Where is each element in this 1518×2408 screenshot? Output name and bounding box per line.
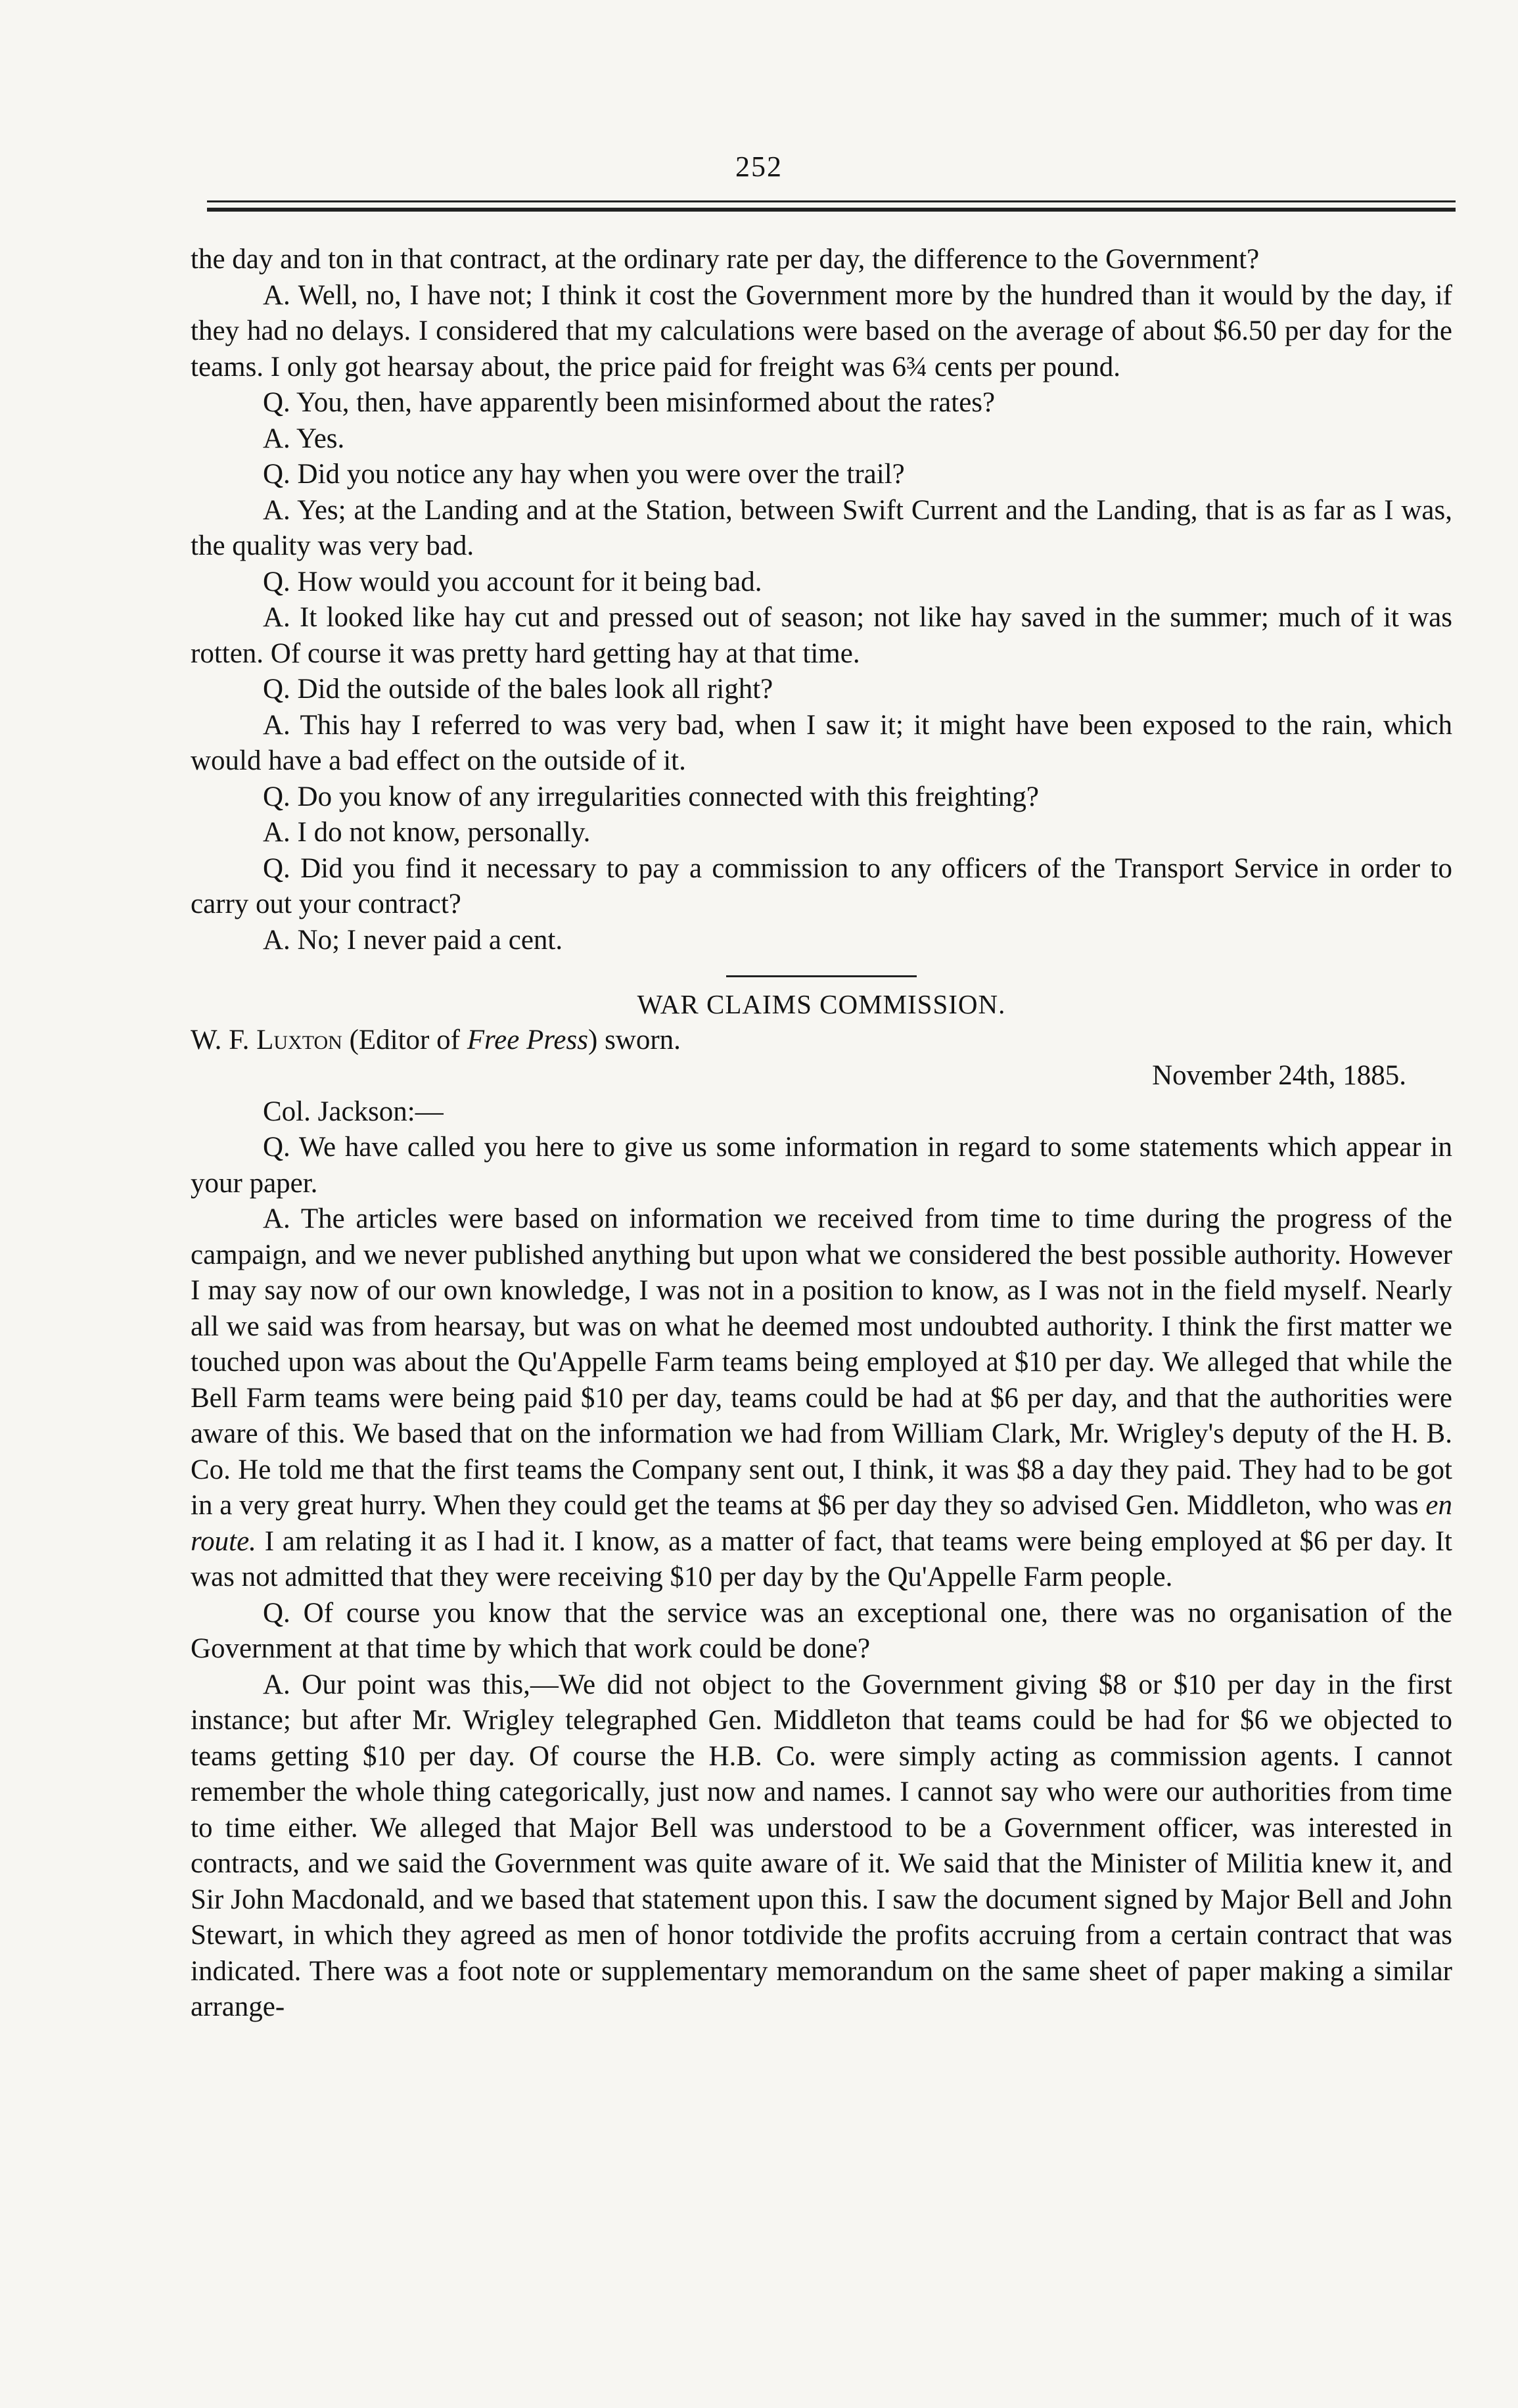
paragraph: the day and ton in that contract, at the ordinary rate per day, the difference to the Government? xyxy=(191,244,1260,275)
paragraph: Q. You, then, have apparently been misinformed about the rates? xyxy=(263,387,996,418)
question: Q. Of course you know that the service was an exceptional one, there was no organisation of the Government at that time by which that work could be done? xyxy=(191,1597,1452,1664)
paragraph: A. No; I never paid a cent. xyxy=(263,924,563,956)
answer-text: A. The articles were based on information we received from time to time during the progress of the campaign, and we never published anything but upon what we considered the best possible authority. However I may say now of our own knowledge, I was not in a position to know, as I was not in the field myself. Nearly all we said was from hearsay, but was on what he deemed most undoubted authority. I think the first matter we touched upon was about the Qu'Appelle Farm teams being employed at $10 per day. We alleged that while the Bell Farm teams were being paid $10 per day, teams could be had at $6 per day, and that the authorities were aware of this. We based that on the information we had from William Clark, Mr. Wrigley's deputy of the H. B. Co. He told me that the first teams the Company sent out, I think, it was $8 a day they paid. They had to be got in a very great hurry. When they could get the teams at $6 per day they so advised Gen. Middleton, who was xyxy=(191,1203,1452,1521)
witness-line xyxy=(191,1023,1452,1059)
witness-title-close: ) sworn. xyxy=(588,1024,681,1055)
paragraph: A. It looked like hay cut and pressed out of season; not like hay saved in the summer; much of it was rotten. Of course it was pretty hard getting hay at that time. xyxy=(191,602,1452,669)
paragraph: A. Yes; at the Landing and at the Station, between Swift Current and the Landing, that is as far as I was, the quality was very bad. xyxy=(191,494,1452,561)
newspaper-name: Free Press xyxy=(467,1024,588,1055)
section-divider xyxy=(726,975,917,977)
question: Q. We have called you here to give us some information in regard to some statements which appear in your paper. xyxy=(191,1132,1452,1199)
testimony-date: November 24th, 1885. xyxy=(1152,1060,1406,1091)
witness-initials: W. F. xyxy=(191,1024,250,1055)
witness-title-open: (Editor of xyxy=(349,1024,460,1055)
paragraph: Q. Did you find it necessary to pay a commission to any officers of the Transport Service in order to carry out your contract? xyxy=(191,852,1452,919)
answer-text: I am relating it as I had it. I know, as a matter of fact, that teams were being employed at $6 per day. It was not admitted that they were receiving $10 per day by the Qu'Appelle Farm people. xyxy=(191,1525,1453,1592)
witness-name: Luxton xyxy=(256,1024,342,1055)
paragraph: Q. Did you notice any hay when you were over the trail? xyxy=(263,459,905,490)
section-heading: WAR CLAIMS COMMISSION. xyxy=(637,989,1006,1019)
header-rule-thick xyxy=(207,208,1456,212)
answer-italic: en route. xyxy=(191,1490,1453,1557)
paragraph: A. Yes. xyxy=(263,423,345,454)
paragraph: Q. Did the outside of the bales look all right? xyxy=(263,674,773,705)
header-rule-thin xyxy=(207,200,1456,202)
paragraph: Q. Do you know of any irregularities connected with this freighting? xyxy=(263,781,1040,812)
answer: A. Our point was this,—We did not object to the Government giving $8 or $10 per day in the first instance; but after Mr. Wrigley telegraphed Gen. Middleton that teams could be had for $6 we objected to teams getting $10 per day. Of course the H.B. Co. were simply acting as commission agents. I cannot remember the whole thing categorically, just now and names. I cannot say who were our authorities from time to time either. We alleged that Major Bell was understood to be a Government officer, was interested in contracts, and we said the Government was quite aware of it. We said that the Minister of Militia knew it, and Sir John Macdonald, and we based that statement upon this. I saw the document signed by Major Bell and John Stewart, in which they agreed as men of honor totdivide the profits accruing from a certain contract that was indicated. There was a foot note or supplementary memorandum on the same sheet of paper making a similar arrange- xyxy=(191,1669,1452,2022)
examiner-label: Col. Jackson:— xyxy=(263,1096,444,1127)
paragraph: A. Well, no, I have not; I think it cost the Government more by the hundred than it would by the day, if they had no delays. I considered that my calculations were based on the average of about $6.50 per day for the teams. I only got hearsay about, the price paid for freight was 6¾ cents per pound. xyxy=(191,279,1452,382)
paragraph: Q. How would you account for it being bad. xyxy=(263,566,762,597)
paragraph: A. This hay I referred to was very bad, when I saw it; it might have been exposed to the rain, which would have a bad effect on the outside of it. xyxy=(191,709,1452,776)
body-text xyxy=(191,242,1452,2026)
answer xyxy=(191,1201,1452,1596)
paragraph: A. I do not know, personally. xyxy=(263,817,591,848)
page-number: 252 xyxy=(735,150,783,183)
